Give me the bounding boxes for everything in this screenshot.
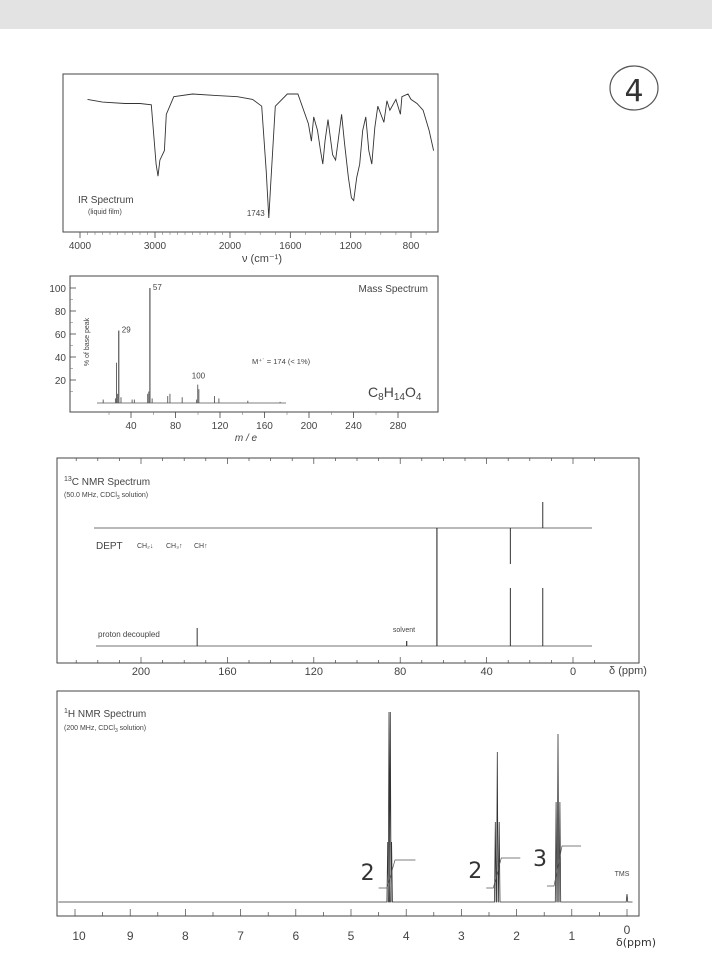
ms-ytick-label: 20 <box>54 376 66 387</box>
ms-peaks <box>103 288 280 403</box>
c13-axis-unit: δ (ppm) <box>609 665 647 677</box>
proton-decoupled-label: proton decoupled <box>98 630 160 639</box>
ir-peak-label: 1743 <box>246 209 265 218</box>
h1-subtitle: (200 MHz, CDCl$_3$ solution) <box>64 725 147 734</box>
h1-tick-label: 8 <box>182 929 189 943</box>
h1-integral-value: 2 <box>360 861 375 886</box>
mass-spectrum <box>49 276 438 444</box>
h1-integral-step <box>486 858 520 888</box>
ir-title: IR Spectrum <box>78 195 134 206</box>
h1-integral-step <box>547 846 581 886</box>
ms-peak-labels <box>122 283 206 381</box>
ms-ytick-label: 60 <box>54 330 66 341</box>
ms-ylabel: % of base peak <box>84 317 91 367</box>
ir-axis-ticks <box>69 232 426 252</box>
ms-peak-label: 29 <box>121 325 131 335</box>
h1-integral-value: 3 <box>532 847 547 872</box>
ms-ytick-label: 40 <box>54 353 66 364</box>
h1-axis-unit: δ(ppm) <box>616 936 656 949</box>
c13-axis-ticks <box>76 458 594 678</box>
ms-xtick-label: 120 <box>211 421 229 432</box>
h1-tick-label: 0 <box>623 923 631 937</box>
ms-ytick-label: 80 <box>54 307 66 318</box>
h1-tick-label: 9 <box>126 929 134 943</box>
ir-tick-label: 1200 <box>339 241 362 252</box>
ir-trace <box>88 94 434 218</box>
c13-tick-label: 120 <box>304 666 323 678</box>
ms-peak-label: 100 <box>191 371 206 381</box>
ms-xtick-label: 240 <box>345 421 362 432</box>
dept-legend-ch2: CH₂↓ <box>137 543 154 550</box>
ir-subtitle: (liquid film) <box>88 209 122 216</box>
c13-tick-label: 160 <box>218 666 237 678</box>
c13-tick-label: 0 <box>569 666 577 678</box>
ms-xlabel: m / e <box>234 433 258 444</box>
h1-integrals <box>361 846 581 888</box>
h1-tick-label: 6 <box>292 929 300 943</box>
ms-xtick-label: 200 <box>300 421 318 432</box>
c13-peaks <box>197 502 543 646</box>
ir-tick-label: 2000 <box>218 241 242 252</box>
ms-y-ticks <box>49 284 76 392</box>
h1-trace <box>58 712 632 902</box>
solvent-label: solvent <box>392 627 416 634</box>
h1-integral-value: 2 <box>468 859 483 884</box>
dept-legend-ch: CH↑ <box>194 543 208 550</box>
h1-tick-label: 5 <box>347 929 355 943</box>
c13-title: $^{13}$C NMR Spectrum <box>64 476 151 488</box>
c13-tick-label: 40 <box>480 666 493 678</box>
tms-label: TMS <box>614 871 630 878</box>
ms-x-ticks <box>109 412 407 432</box>
ms-molecular-ion: M⁺˙ = 174 (< 1%) <box>252 357 311 366</box>
ms-xtick-label: 80 <box>169 421 182 432</box>
ms-xtick-label: 40 <box>125 421 137 432</box>
c13-nmr-spectrum <box>57 458 647 678</box>
h1-tick-label: 1 <box>568 929 576 943</box>
ir-spectrum <box>63 74 438 265</box>
ir-tick-label: 1600 <box>279 241 302 252</box>
dept-legend-ch3: CH₃↑ <box>166 543 183 550</box>
c13-tick-label: 200 <box>131 666 151 678</box>
h1-integral-step <box>379 860 416 888</box>
h1-tick-label: 4 <box>402 929 410 943</box>
dept-label: DEPT <box>96 541 123 552</box>
h1-tick-label: 7 <box>237 929 244 943</box>
h1-nmr-spectrum <box>57 691 656 949</box>
ms-title: Mass Spectrum <box>358 284 428 295</box>
c13-tick-label: 80 <box>394 666 407 678</box>
ms-ytick-label: 100 <box>49 284 66 295</box>
h1-tick-label: 10 <box>72 929 86 943</box>
h1-tick-label: 2 <box>513 929 520 943</box>
ms-xtick-label: 280 <box>389 421 407 432</box>
ir-tick-label: 3000 <box>143 241 167 252</box>
c13-subtitle: (50.0 MHz, CDCl$_3$ solution) <box>64 492 149 501</box>
ms-xtick-label: 160 <box>256 421 273 432</box>
h1-tick-label: 3 <box>458 929 465 943</box>
page-number: 4 <box>624 74 644 109</box>
ms-formula: $C_8H_{14}O_4$ <box>368 384 422 403</box>
ir-xlabel: ν (cm⁻¹) <box>241 253 283 265</box>
ms-peak-label: 57 <box>152 283 162 292</box>
h1-title: $^1$H NMR Spectrum <box>64 708 147 720</box>
ir-tick-label: 800 <box>402 241 420 252</box>
ir-tick-label: 4000 <box>68 241 92 252</box>
h1-axis-ticks <box>72 909 630 943</box>
